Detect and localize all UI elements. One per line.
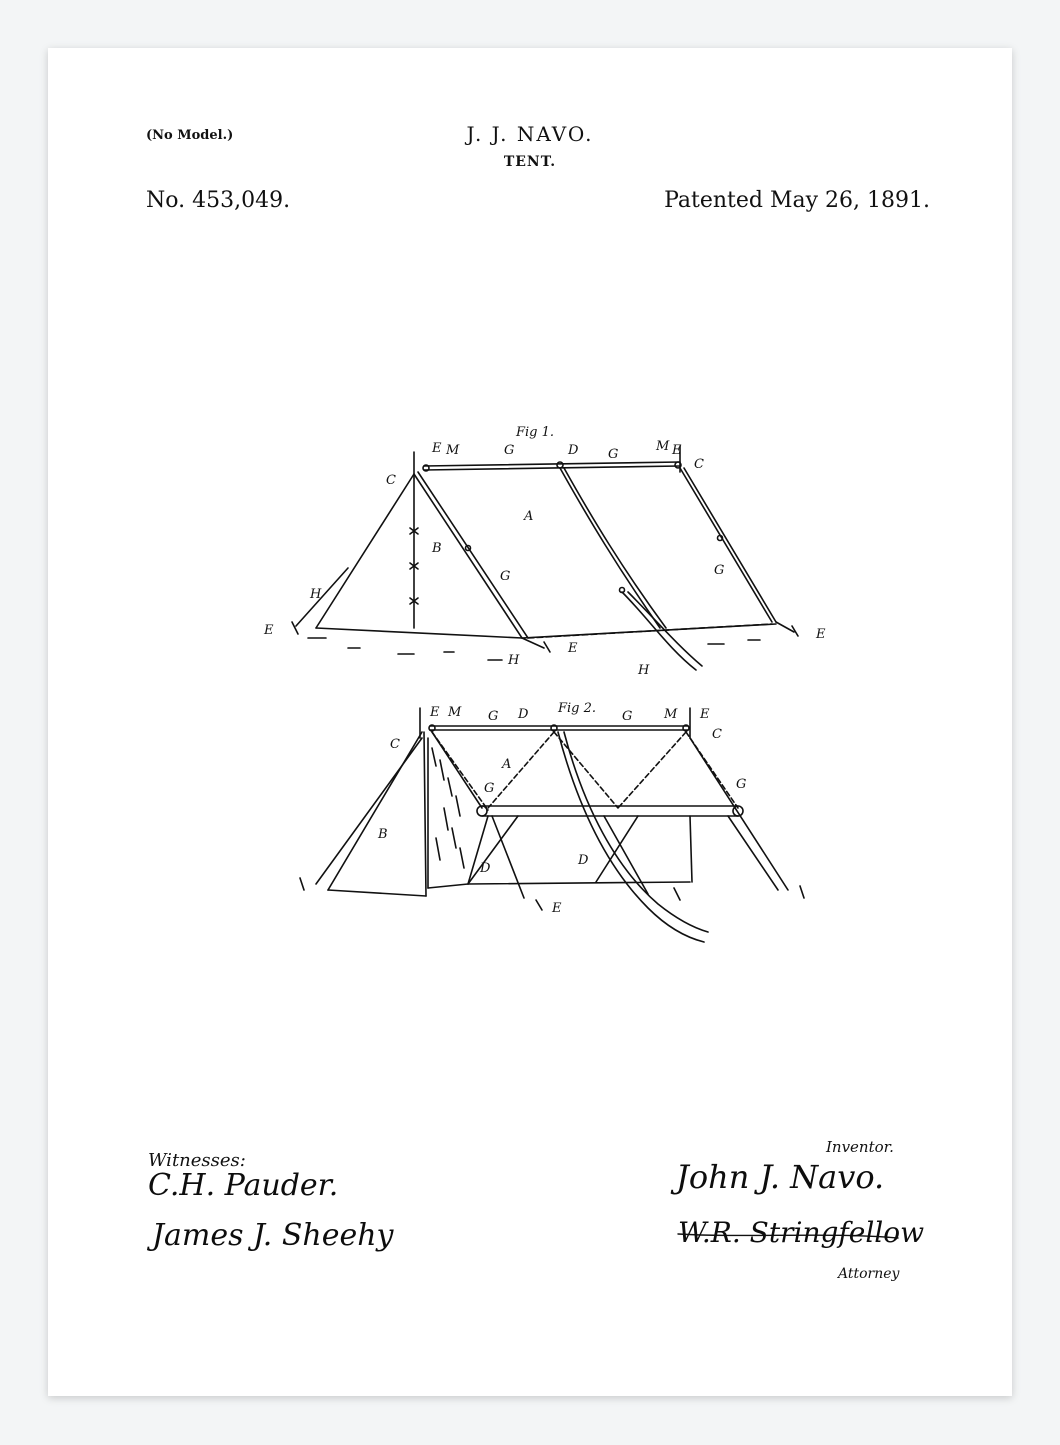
fig2-label: M: [664, 707, 678, 722]
patent-title: TENT.: [503, 154, 557, 170]
figure-1: [263, 425, 826, 678]
attorney-label: Attorney: [838, 1266, 900, 1282]
fig1-label: D: [568, 443, 579, 458]
fig1-label: M: [446, 443, 460, 458]
fig1-label: E: [672, 443, 682, 458]
fig1-label: C: [694, 457, 704, 472]
inventor-heading: J. J. NAVO.: [466, 122, 594, 146]
fig2-label: G: [484, 781, 495, 796]
patent-number: No. 453,049.: [146, 188, 291, 213]
fig2-label: B: [378, 827, 388, 842]
fig1-label: H: [638, 663, 650, 678]
witness-signature-2: James J. Sheehy: [152, 1218, 394, 1253]
fig1-label: B: [432, 541, 442, 556]
fig1-label: E: [816, 627, 826, 642]
fig2-label: C: [390, 737, 400, 752]
witnesses-label: Witnesses:: [148, 1150, 246, 1171]
fig2-label: D: [518, 707, 529, 722]
fig2-label: D: [480, 861, 491, 876]
fig1-label: E: [432, 441, 442, 456]
fig1-label: G: [500, 569, 511, 584]
patent-sheet: [48, 48, 1012, 1396]
fig2-label: E: [552, 901, 562, 916]
fig2-title: Fig 2.: [558, 701, 597, 716]
inventor-label: Inventor.: [826, 1138, 894, 1156]
fig1-title: Fig 1.: [516, 425, 555, 440]
fig2-label: M: [448, 705, 462, 720]
fig1-label: A: [524, 509, 534, 524]
figure-2: [300, 701, 804, 942]
fig2-label: E: [430, 705, 440, 720]
witness-signature-1: C.H. Pauder.: [148, 1168, 339, 1203]
inventor-signature: John J. Navo.: [676, 1158, 885, 1196]
no-model-label: (No Model.): [146, 128, 234, 143]
fig2-label: G: [736, 777, 747, 792]
fig1-label: E: [568, 641, 578, 656]
fig2-label: G: [488, 709, 499, 724]
fig1-label: M: [656, 439, 670, 454]
fig1-label: H: [508, 653, 520, 668]
fig1-label: C: [386, 473, 396, 488]
fig2-label: D: [578, 853, 589, 868]
fig1-label: H: [310, 587, 322, 602]
fig2-label: G: [622, 709, 633, 724]
fig2-label: A: [502, 757, 512, 772]
attorney-signature: W.R. Stringfellow: [678, 1216, 925, 1249]
fig2-label: C: [712, 727, 722, 742]
fig1-label: G: [714, 563, 725, 578]
patent-date: Patented May 26, 1891.: [664, 188, 930, 213]
fig1-label: E: [264, 623, 274, 638]
fig1-label: G: [504, 443, 515, 458]
fig2-label: E: [700, 707, 710, 722]
fig1-label: G: [608, 447, 619, 462]
